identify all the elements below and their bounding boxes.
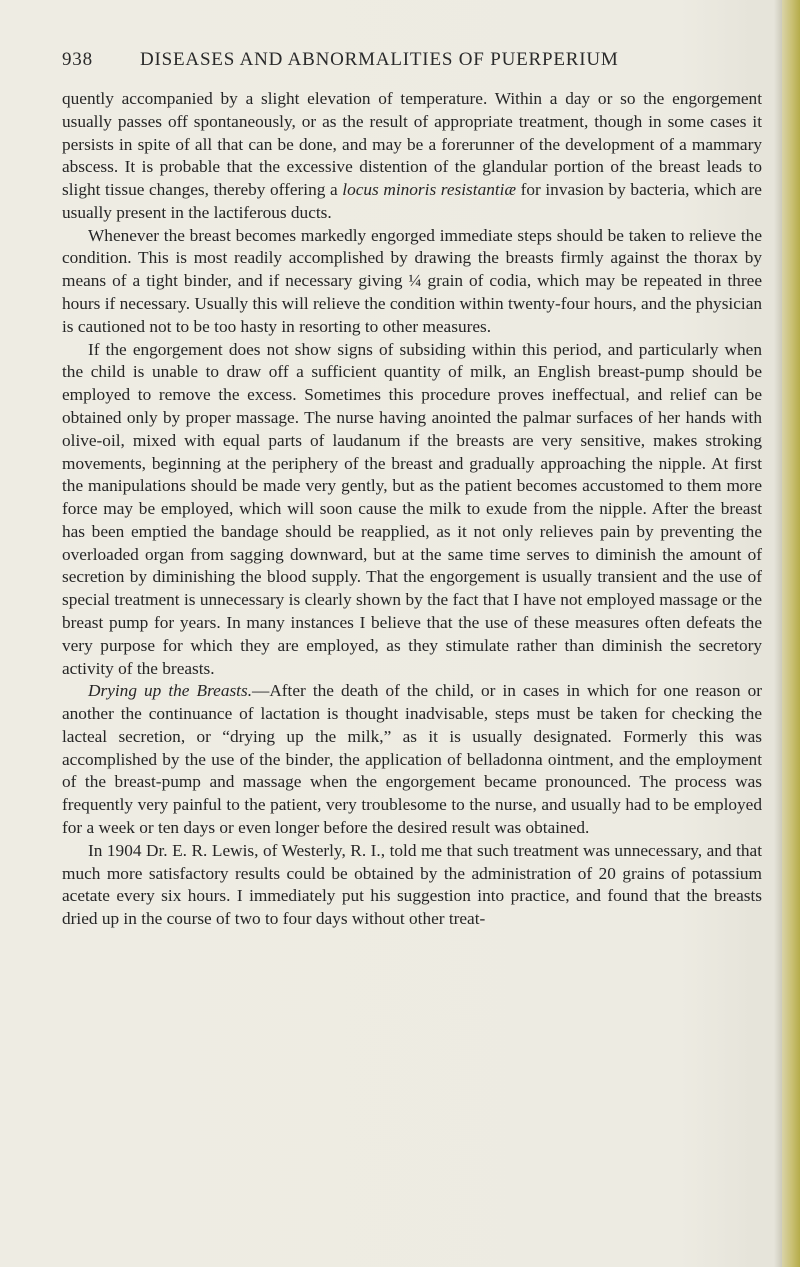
body-text <box>62 88 762 931</box>
paragraph-2: Whenever the breast becomes markedly engorged immediate steps should be taken to relieve the condition. This is most readily accomplished by drawing the breasts firmly against the thorax by means of a tight binder, and if necessary giving ¼ grain of codia, which may be repeated in three hours if necessary. Usually this will relieve the condition within twenty-four hours, and the physician is cautioned not to be too hasty in resorting to other measures. <box>62 225 762 336</box>
paragraph-1-end: for invasion by bacteria, which are usually present in the lactiferous ducts. <box>62 180 762 222</box>
page-edge <box>782 0 800 1267</box>
paragraph-1 <box>62 88 762 225</box>
paragraph-5: In 1904 Dr. E. R. Lewis, of Westerly, R. I., told me that such treatment was unnecessary, and that much more satisfactory results could be obtained by the administration of 20 grains of potassium acetate every six hours. I immediately put his suggestion into practice, and found that the breasts dried up in the course of two to four days without other treat- <box>62 840 762 929</box>
running-header <box>62 49 762 73</box>
paragraph-4-text: —After the death of the child, or in cases in which for one reason or another the continuance of lactation is thought inadvisable, steps must be taken for checking the lacteal secretion, or “drying up the milk,” as it is usually designated. Formerly this was accomplished by the use of the binder, the application of belladonna ointment, and the employment of the breast-pump and massage when the engorgement became pronounced. The process was frequently very painful to the patient, very troublesome to the nurse, and usually had to be employed for a week or ten days or even longer before the desired result was obtained. <box>62 681 762 837</box>
paragraph-4 <box>62 680 762 839</box>
paragraph-1-latin-phrase: locus minoris resistantiæ <box>342 180 516 200</box>
section-heading-drying-up: Drying up the Breasts. <box>88 681 253 701</box>
running-title: DISEASES AND ABNORMALITIES OF PUERPERIUM <box>140 49 619 70</box>
paragraph-1-text: quently accompanied by a slight elevation of temperature. Within a day or so the engorgement usually passes off spontaneously, or as the result of appropriate treatment, though in some cases it persists in spite of all that can be done, and may be a forerunner of the development of a mammary abscess. It is probable that the excessive distention of the glandular portion of the breast leads to slight tissue changes, thereby offering a <box>62 89 762 200</box>
paragraph-3: If the engorgement does not show signs of subsiding within this period, and particularly when the child is unable to draw off a sufficient quantity of milk, an English breast-pump should be employed to remove the excess. Sometimes this procedure proves ineffectual, and relief can be obtained only by proper massage. The nurse having anointed the palmar surfaces of her hands with olive-oil, mixed with equal parts of laudanum if the breasts are very sensitive, makes stroking movements, beginning at the periphery of the breast and gradually approaching the nipple. At first the manipulations should be made very gently, but as the patient becomes accustomed to them more force may be employed, which will soon cause the milk to exude from the nipple. After the breast has been emptied the bandage should be reapplied, as it not only relieves pain by preventing the overloaded organ from sagging downward, but at the same time serves to diminish the amount of secretion by diminishing the blood supply. That the engorgement is usually transient and the use of special treatment is unnecessary is clearly shown by the fact that I have not employed massage or the breast pump for years. In many instances I believe that the use of these measures often defeats the very purpose for which they are employed, as they stimulate rather than diminish the secretory activity of the breasts. <box>62 339 762 678</box>
page-edge-shadow <box>774 0 782 1267</box>
page-number: 938 <box>62 49 93 70</box>
